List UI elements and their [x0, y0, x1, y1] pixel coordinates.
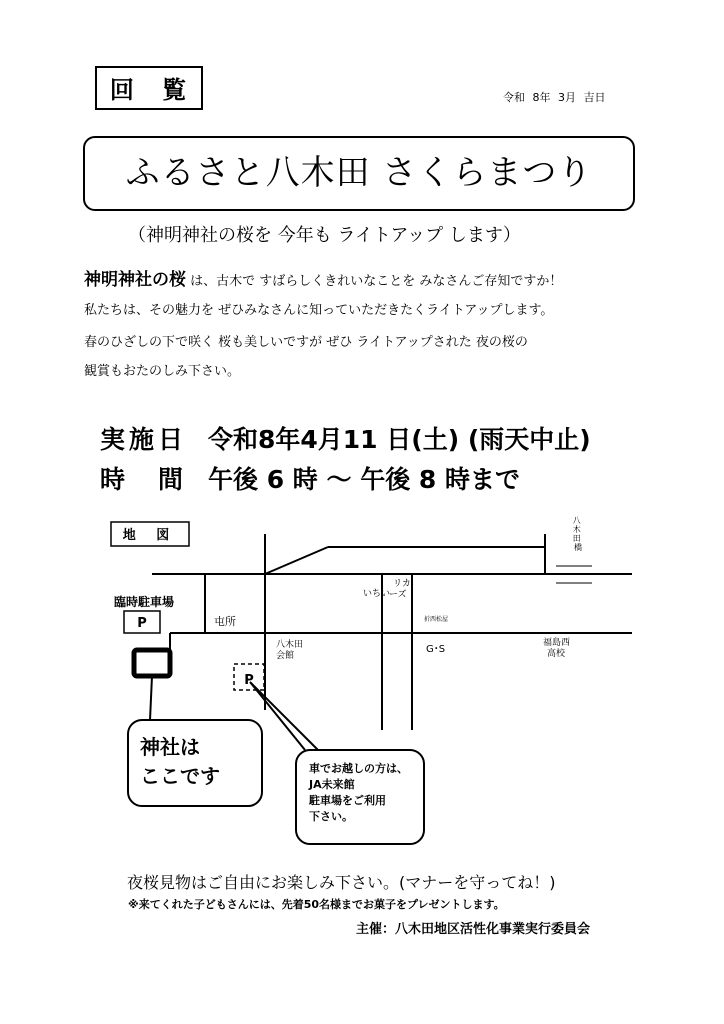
- bridge-label: [573, 516, 584, 552]
- shrine-marker-icon: [134, 650, 170, 676]
- school-label: [543, 636, 573, 659]
- temp-parking-p: P: [137, 616, 147, 631]
- shrine-callout-pointer: [150, 676, 152, 720]
- event-date-label: 実施日: [100, 425, 188, 454]
- shrine-callout-box: [128, 720, 262, 806]
- event-time-label: 時 間: [100, 465, 188, 494]
- intro-line-3: 春のひざしの下で咲く 桜も美しいですが ぜひ ライトアップされた 夜の桜の: [84, 335, 528, 350]
- page-title: ふるさと八木田 さくらまつり: [125, 153, 593, 193]
- temp-parking-label: 臨時駐車場: [114, 595, 175, 609]
- ichii-label: いちい: [363, 589, 391, 599]
- liquor-label: [389, 578, 414, 600]
- road-diagonal: [265, 547, 328, 574]
- hall-label: [276, 638, 306, 661]
- parking-callout-line2: JA未来館: [309, 778, 355, 791]
- intro-line-2: 私たちは、その魅力を ぜひみなさんに知っていただきたくライトアップします。: [84, 303, 554, 318]
- parking-callout-line3: 駐車場をご利用: [309, 794, 386, 807]
- event-time-value: 午後 6 時 ～ 午後 8 時まで: [208, 465, 521, 494]
- bridge-label-c4: 橋: [574, 543, 582, 552]
- organizer: 主催：八木田地区活性化事業実行委員会: [356, 922, 591, 937]
- school-label-line2: 高校: [547, 649, 566, 659]
- hall-label-line2: 会館: [276, 651, 295, 661]
- bridge-label-c2: 木: [572, 525, 581, 534]
- school-label-line1: 福島西: [543, 638, 571, 648]
- bridge-label-c1: 八: [572, 516, 581, 525]
- map-title: 地 図: [122, 528, 178, 543]
- shrine-callout-line1: 神社は: [140, 735, 200, 759]
- hall-label-line1: 八木田: [276, 640, 304, 650]
- footer-gift-note: ※来てくれた子どもさんには、先着50名様までお菓子をプレゼントします。: [128, 898, 505, 911]
- intro-line-1-text: は、古木で すばらしくきれいなことを みなさんご存知ですか！: [186, 274, 563, 289]
- liquor-label-line2: ーズ: [389, 590, 407, 600]
- gs-label: G･S: [426, 644, 446, 655]
- event-date-value: 令和8年4月11 日(土) (雨天中止): [208, 425, 591, 454]
- tonsho-label: 屯所: [214, 615, 236, 628]
- orisaki-label: 折西松屋: [424, 616, 449, 623]
- intro-highlight: 神明神社の桜: [84, 270, 186, 290]
- intro-line-4: 観賞もおたのしみ下さい。: [84, 364, 241, 379]
- bridge-label-c3: 田: [572, 534, 581, 543]
- kairan-label: 回 覧: [95, 66, 203, 110]
- shrine-callout-line2: ここです: [140, 764, 220, 788]
- parking-callout-line4: 下さい。: [309, 810, 353, 823]
- page-subtitle: （神明神社の桜を 今年も ライトアップ します）: [128, 225, 521, 246]
- footer-note: 夜桜見物はご自由にお楽しみ下さい。(マナーを守ってね！): [127, 873, 556, 892]
- ja-parking-p: P: [244, 673, 254, 688]
- liquor-label-line1: リカ: [393, 579, 411, 589]
- issue-date: 令和 8年 3月 吉日: [503, 91, 606, 104]
- parking-callout-line1: 車でお越しの方は、: [309, 762, 408, 775]
